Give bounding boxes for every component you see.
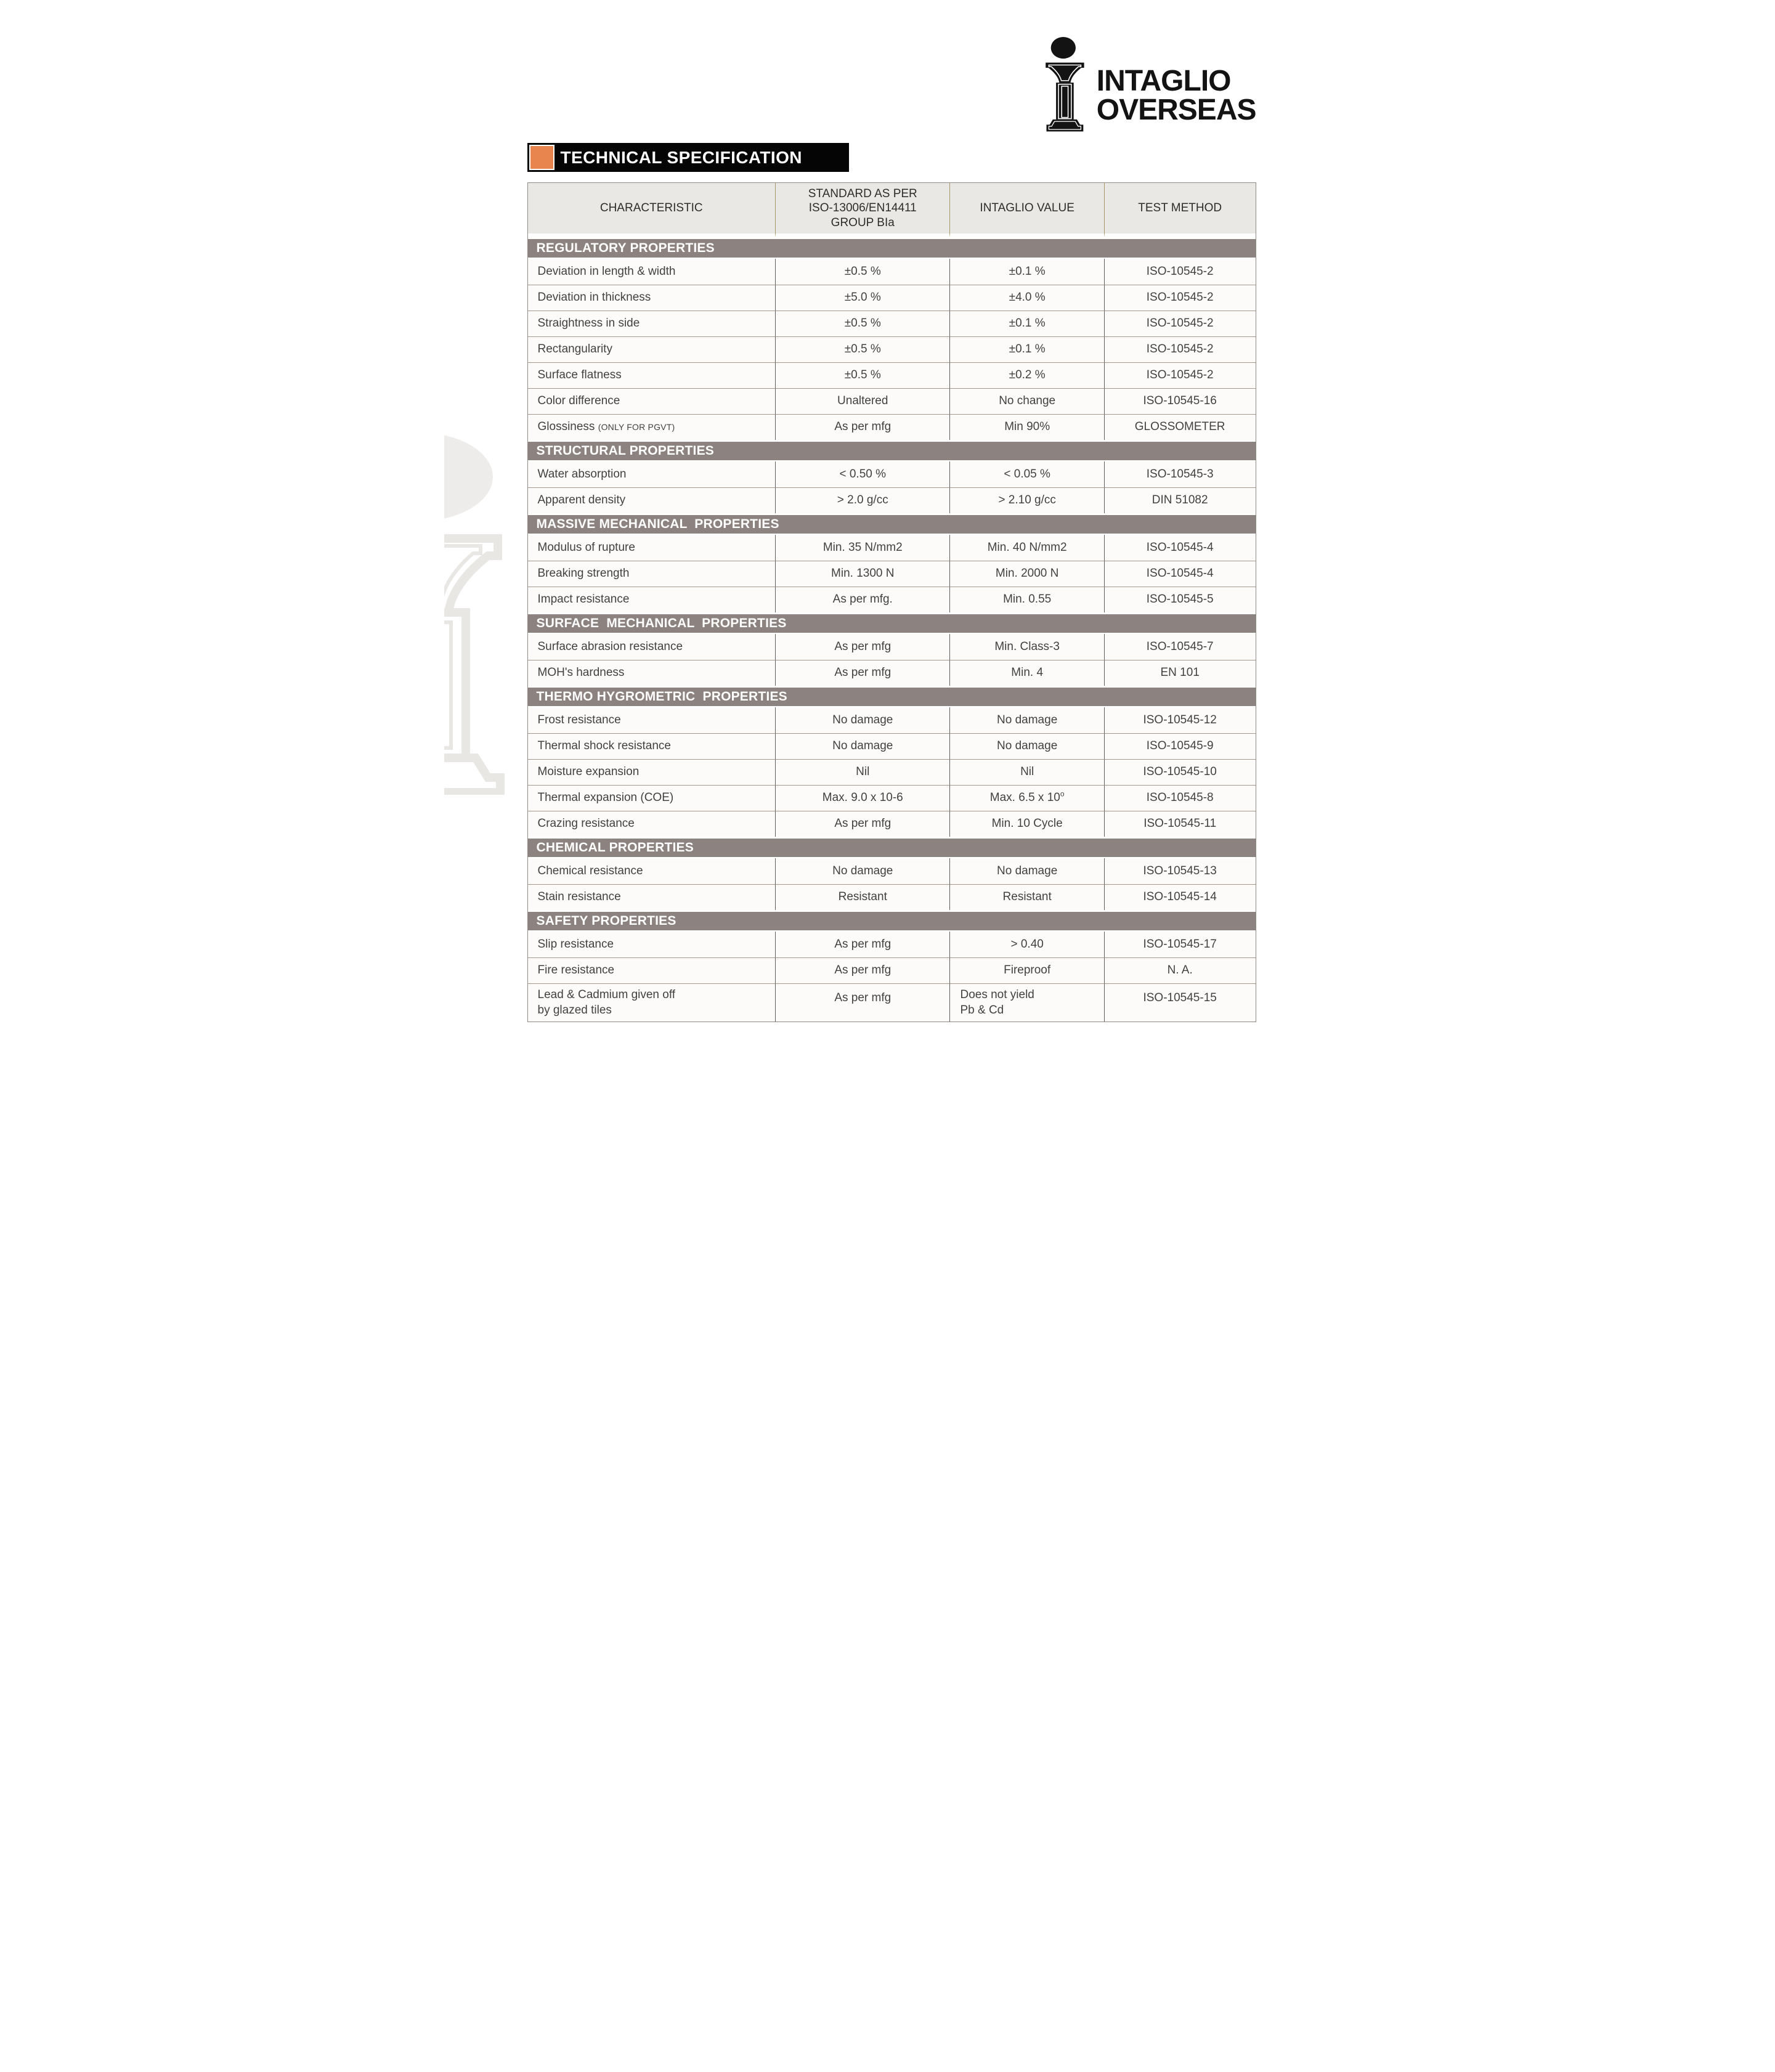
table-row (528, 587, 1256, 612)
characteristic-cell: Thermal expansion (COE) (528, 785, 776, 811)
method-cell: ISO-10545-12 (1104, 707, 1256, 733)
characteristic-cell: Apparent density (528, 487, 776, 513)
standard-cell: No damage (775, 858, 949, 884)
table-row (528, 561, 1256, 587)
standard-cell: Unaltered (775, 388, 949, 414)
method-cell: ISO-10545-2 (1104, 362, 1256, 388)
standard-cell: As per mfg (775, 957, 949, 983)
col-header-intaglio-value: INTAGLIO VALUE (949, 183, 1103, 237)
table-row (528, 336, 1256, 362)
standard-cell: No damage (775, 733, 949, 759)
characteristic-cell: Frost resistance (528, 707, 776, 733)
characteristic-cell: Fire resistance (528, 957, 776, 983)
method-cell: ISO-10545-7 (1104, 634, 1256, 660)
standard-cell: As per mfg. (775, 587, 949, 612)
table-row (528, 285, 1256, 311)
brand-name (1096, 65, 1256, 127)
characteristic-cell: Deviation in length & width (528, 259, 776, 285)
characteristic-cell: Moisture expansion (528, 759, 776, 785)
value-cell: Min. 10 Cycle (949, 811, 1103, 837)
standard-cell: As per mfg (775, 414, 949, 440)
standard-cell: > 2.0 g/cc (775, 487, 949, 513)
value-cell: Nil (949, 759, 1103, 785)
page-title: TECHNICAL SPECIFICATION (560, 147, 802, 167)
method-cell: ISO-10545-4 (1104, 535, 1256, 561)
standard-cell: ±0.5 % (775, 311, 949, 336)
method-cell: ISO-10545-16 (1104, 388, 1256, 414)
standard-cell: Max. 9.0 x 10-6 (775, 785, 949, 811)
method-cell: ISO-10545-2 (1104, 336, 1256, 362)
section-header-row (528, 237, 1256, 259)
method-cell: ISO-10545-17 (1104, 932, 1256, 957)
characteristic-cell: Modulus of rupture (528, 535, 776, 561)
value-cell: ±0.1 % (949, 311, 1103, 336)
method-cell: ISO-10545-14 (1104, 884, 1256, 910)
section-header-row (528, 513, 1256, 535)
characteristic-cell: Glossiness (ONLY FOR PGVT) (528, 414, 776, 440)
standard-cell: Min. 1300 N (775, 561, 949, 587)
table-row (528, 759, 1256, 785)
value-cell: Min. 40 N/mm2 (949, 535, 1103, 561)
orange-accent-square (529, 145, 554, 170)
col-header-standard: STANDARD AS PER ISO-13006/EN14411 GROUP BIa (775, 183, 949, 237)
value-cell: No damage (949, 707, 1103, 733)
table-row (528, 414, 1256, 440)
table-row (528, 535, 1256, 561)
method-cell: DIN 51082 (1104, 487, 1256, 513)
brand-name-line1: INTAGLIO (1096, 65, 1231, 97)
characteristic-cell: Lead & Cadmium given off by glazed tiles (528, 983, 776, 1022)
table-row (528, 660, 1256, 686)
value-cell: ±4.0 % (949, 285, 1103, 311)
method-cell: ISO-10545-11 (1104, 811, 1256, 837)
value-cell: Min. 2000 N (949, 561, 1103, 587)
characteristic-cell: Color difference (528, 388, 776, 414)
method-cell: ISO-10545-2 (1104, 259, 1256, 285)
table-row (528, 259, 1256, 285)
characteristic-cell: Straightness in side (528, 311, 776, 336)
method-cell: ISO-10545-13 (1104, 858, 1256, 884)
value-cell: > 0.40 (949, 932, 1103, 957)
value-cell: No change (949, 388, 1103, 414)
table-row (528, 785, 1256, 811)
method-cell: N. A. (1104, 957, 1256, 983)
title-bar (527, 143, 849, 172)
value-cell: Resistant (949, 884, 1103, 910)
value-cell: < 0.05 % (949, 461, 1103, 487)
value-cell: ±0.1 % (949, 259, 1103, 285)
table-row (528, 733, 1256, 759)
characteristic-cell: Surface flatness (528, 362, 776, 388)
value-cell: Does not yield Pb & Cd (949, 983, 1103, 1022)
section-header-row (528, 686, 1256, 707)
value-cell: Min. 4 (949, 660, 1103, 686)
characteristic-cell: Breaking strength (528, 561, 776, 587)
characteristic-cell: Slip resistance (528, 932, 776, 957)
method-cell: ISO-10545-15 (1104, 983, 1256, 1022)
table-row (528, 311, 1256, 336)
method-cell: ISO-10545-9 (1104, 733, 1256, 759)
value-cell: No damage (949, 858, 1103, 884)
value-cell: Min. Class-3 (949, 634, 1103, 660)
method-cell: ISO-10545-3 (1104, 461, 1256, 487)
table-row (528, 487, 1256, 513)
table-row (528, 884, 1256, 910)
value-cell: Min 90% (949, 414, 1103, 440)
section-heading: MASSIVE MECHANICAL PROPERTIES (528, 513, 1256, 535)
characteristic-cell: Rectangularity (528, 336, 776, 362)
table-header-row (528, 183, 1256, 237)
section-heading: CHEMICAL PROPERTIES (528, 837, 1256, 858)
standard-cell: As per mfg (775, 983, 949, 1022)
method-cell: GLOSSOMETER (1104, 414, 1256, 440)
standard-cell: < 0.50 % (775, 461, 949, 487)
table-row (528, 957, 1256, 983)
method-cell: ISO-10545-5 (1104, 587, 1256, 612)
method-cell: EN 101 (1104, 660, 1256, 686)
table-row (528, 932, 1256, 957)
characteristic-cell: MOH's hardness (528, 660, 776, 686)
col-header-characteristic: CHARACTERISTIC (528, 183, 776, 237)
standard-cell: Resistant (775, 884, 949, 910)
characteristic-cell: Surface abrasion resistance (528, 634, 776, 660)
method-cell: ISO-10545-10 (1104, 759, 1256, 785)
table-row (528, 811, 1256, 837)
spec-sheet-page (444, 0, 1331, 1036)
standard-cell: As per mfg (775, 660, 949, 686)
col-header-test-method: TEST METHOD (1104, 183, 1256, 237)
section-heading: SAFETY PROPERTIES (528, 910, 1256, 932)
standard-cell: As per mfg (775, 634, 949, 660)
characteristic-note: (ONLY FOR PGVT) (598, 422, 675, 433)
brand-name-line2: OVERSEAS (1096, 94, 1256, 127)
value-cell: No damage (949, 733, 1103, 759)
value-cell: ±0.2 % (949, 362, 1103, 388)
section-heading: THERMO HYGROMETRIC PROPERTIES (528, 686, 1256, 707)
table-row (528, 634, 1256, 660)
value-cell: Min. 0.55 (949, 587, 1103, 612)
standard-cell: No damage (775, 707, 949, 733)
section-header-row (528, 910, 1256, 932)
characteristic-cell: Impact resistance (528, 587, 776, 612)
section-header-row (528, 837, 1256, 858)
method-cell: ISO-10545-2 (1104, 285, 1256, 311)
section-header-row (528, 612, 1256, 634)
method-cell: ISO-10545-2 (1104, 311, 1256, 336)
spec-table (527, 182, 1256, 1022)
standard-cell: ±0.5 % (775, 259, 949, 285)
value-cell: ±0.1 % (949, 336, 1103, 362)
table-row (528, 461, 1256, 487)
section-heading: REGULATORY PROPERTIES (528, 237, 1256, 259)
standard-cell: ±5.0 % (775, 285, 949, 311)
characteristic-cell: Chemical resistance (528, 858, 776, 884)
characteristic-cell: Deviation in thickness (528, 285, 776, 311)
section-heading: STRUCTURAL PROPERTIES (528, 440, 1256, 461)
table-row (528, 388, 1256, 414)
standard-cell: Min. 35 N/mm2 (775, 535, 949, 561)
standard-cell: ±0.5 % (775, 336, 949, 362)
standard-cell: As per mfg (775, 932, 949, 957)
table-row (528, 707, 1256, 733)
standard-cell: As per mfg (775, 811, 949, 837)
brand-logo (1042, 36, 1256, 134)
characteristic-cell: Crazing resistance (528, 811, 776, 837)
table-row (528, 362, 1256, 388)
value-cell: > 2.10 g/cc (949, 487, 1103, 513)
characteristic-cell: Water absorption (528, 461, 776, 487)
method-cell: ISO-10545-8 (1104, 785, 1256, 811)
method-cell: ISO-10545-4 (1104, 561, 1256, 587)
section-heading: SURFACE MECHANICAL PROPERTIES (528, 612, 1256, 634)
standard-cell: Nil (775, 759, 949, 785)
value-cell: Fireproof (949, 957, 1103, 983)
column-pillar-icon (1042, 36, 1091, 134)
section-header-row (528, 440, 1256, 461)
value-cell: Max. 6.5 x 10$^o$ (949, 785, 1103, 811)
standard-cell: ±0.5 % (775, 362, 949, 388)
table-row (528, 983, 1256, 1022)
characteristic-cell: Thermal shock resistance (528, 733, 776, 759)
characteristic-cell: Stain resistance (528, 884, 776, 910)
table-row (528, 858, 1256, 884)
